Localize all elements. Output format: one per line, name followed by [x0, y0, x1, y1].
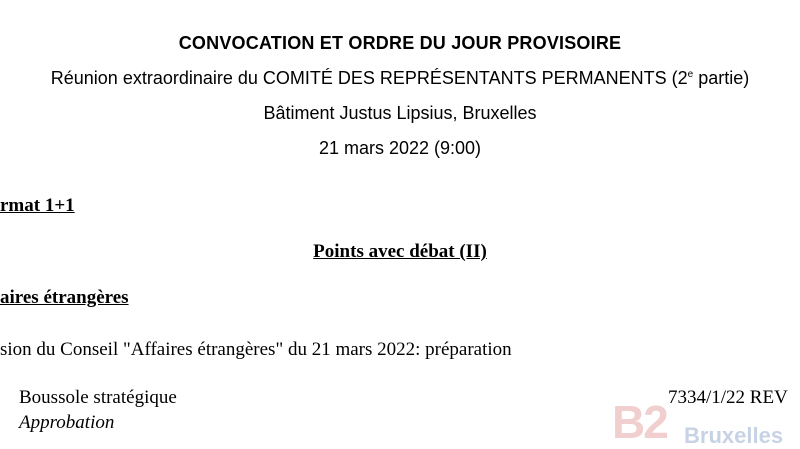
agenda-item-title: Boussole stratégique: [19, 387, 177, 408]
subtitle-text: Réunion extraordinaire du COMITÉ DES REPRÉSENTANTS PERMANENTS (2: [50, 68, 688, 88]
agenda-item-reference: 7334/1/22 REV: [668, 387, 788, 408]
watermark-logo-text: B2: [612, 396, 667, 448]
format-label: rmat 1+1: [0, 195, 75, 216]
b2-watermark-logo: [612, 393, 800, 448]
subtitle-superscript: e: [687, 69, 694, 80]
meeting-subtitle: [0, 68, 800, 89]
session-line: sion du Conseil "Affaires étrangères" du 21 mars 2022: préparation: [0, 339, 512, 360]
watermark-city-text: Bruxelles: [684, 423, 784, 448]
meeting-location: Bâtiment Justus Lipsius, Bruxelles: [263, 103, 537, 123]
debate-heading: Points avec débat (II): [313, 241, 487, 262]
subtitle-text-end: partie): [693, 68, 750, 88]
agenda-item-note: Approbation: [19, 412, 115, 433]
meeting-date: 21 mars 2022 (9:00): [318, 138, 482, 158]
document-title: CONVOCATION ET ORDRE DU JOUR PROVISOIRE: [178, 33, 622, 53]
section-heading: aires étrangères: [0, 287, 129, 308]
